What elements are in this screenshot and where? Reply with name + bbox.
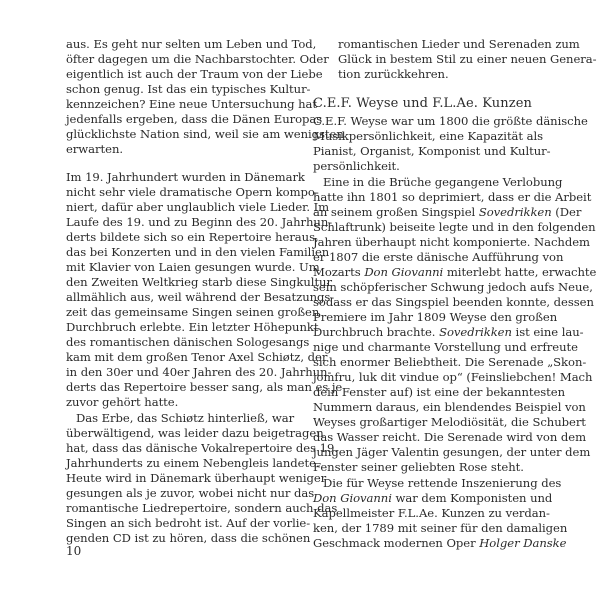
text-line: Weyses großartiger Melodiösität, die Schubert [313,415,586,429]
text-line: Die für Weyse rettende Inszenierung des [323,476,562,490]
text-line: romantischen Lieder und Serenaden zum [338,37,580,51]
text-line: derts das Repertoire besser sang, als man es je [66,380,343,394]
text-line: Fenster seiner geliebten Rose steht. [313,460,524,474]
text-line: sein schöpferischer Schwung jedoch aufs Neue, [313,280,593,294]
text-line: C.E.F. Weyse war um 1800 die größte dänische [313,114,588,128]
text-span: Durchbruch brachte. [313,325,440,339]
text-line: mit Klavier von Laien gesungen wurde. Um [66,260,320,274]
text-line: Musikpersönlichkeit, eine Kapazität als [313,129,544,143]
text-span: (Der [551,205,582,219]
text-line: Premiere im Jahr 1809 Weyse den großen [313,310,558,324]
italic-title: Holger Danske [479,536,567,550]
text-line: nige und charmante Vorstellung und erfreute [313,340,578,354]
text-line: den Zweiten Weltkrieg starb diese Singkultur [66,275,332,289]
text-line: das bei Konzerten und in den vielen Familien [66,245,330,259]
text-line: Jahren überhaupt nicht komponierte. Nachdem [313,235,590,249]
text-line: überwältigend, was leider dazu beigetragen [66,426,324,440]
text-span: an seinem großen Singspiel [313,205,479,219]
text-line: tion zurückkehren. [338,67,449,81]
text-line: des romantischen dänischen Sologesangs [66,335,310,349]
text-line [313,491,552,505]
text-line: jedenfalls ergeben, dass die Dänen Europas [66,112,323,126]
text-line: gesungen als je zuvor, wobei nicht nur das [66,486,315,500]
text-line: Nummern daraus, ein blendendes Beispiel von [313,400,586,414]
text-line: Schlaftrunk) beiseite legte und in den folgenden [313,220,596,234]
text-span: ist eine lau- [511,325,584,339]
italic-title: Sovedrikken [439,325,512,339]
text-line: niert, dafür aber unglaublich viele Lieder. Im [66,200,330,214]
text-span: Mozarts [313,265,365,279]
text-line: Glück in bestem Stil zu einer neuen Genera- [338,52,597,66]
text-line: hatte ihn 1801 so deprimiert, dass er die Arbeit [313,190,592,204]
text-line: allmählich aus, weil während der Besatzungs- [66,290,335,304]
text-line: persönlichkeit. [313,159,400,173]
text-line: jungen Jäger Valentin gesungen, der unter dem [313,445,591,459]
text-line: Singen an sich bedroht ist. Auf der vorlie- [66,516,311,530]
text-span: Geschmack modernen Oper [313,536,480,550]
text-line: in den 30er und 40er Jahren des 20. Jahrhun- [66,365,332,379]
text-line: genden CD ist zu hören, dass die schönen [66,531,311,545]
text-line: dein Fenster auf) ist eine der bekanntesten [313,385,566,399]
section-heading: C.E.F. Weyse und F.L.Ae. Kunzen [313,96,532,111]
text-line: eigentlich ist auch der Traum von der Liebe [66,67,323,81]
text-line: Eine in die Brüche gegangene Verlobung [323,175,563,189]
text-line [313,536,566,550]
text-line [313,205,581,219]
text-span: miterlebt hatte, erwachte [443,265,597,279]
text-line: erwarten. [66,142,124,156]
italic-title: Don Giovanni [313,491,392,505]
text-line: das Wasser reicht. Die Serenade wird von dem [313,430,587,444]
text-line: zuvor gehört hatte. [66,395,179,409]
text-line [313,325,584,339]
text-line: aus. Es geht nur selten um Leben und Tod, [66,37,317,51]
text-line: zeit das gemeinsame Singen seinen großen [66,305,320,319]
text-line: Durchbruch erlebte. Ein letzter Höhepunkt [66,320,319,334]
text-line: er 1807 die erste dänische Aufführung von [313,250,564,264]
text-line: romantische Liedrepertoire, sondern auch das [66,501,338,515]
text-line: nicht sehr viele dramatische Opern kompo- [66,185,319,199]
text-line: Jahrhunderts zu einem Nebengleis landete. [66,456,320,470]
text-line: öfter dagegen um die Nachbarstochter. Oder [66,52,329,66]
page-number: 10 [66,544,82,558]
text-line: Pianist, Organist, Komponist und Kultur- [313,144,551,158]
text-line: Das Erbe, das Schiøtz hinterließ, war [76,411,295,425]
text-line [313,265,596,279]
text-line: sodass er das Singspiel beenden konnte, dessen [313,295,594,309]
text-line: kennzeichen? Eine neue Untersuchung hat [66,97,318,111]
text-line: Kapellmeister F.L.Ae. Kunzen zu verdan- [313,506,550,520]
text-line: hat, dass das dänische Vokalrepertoire des 19. [66,441,338,455]
text-line: kam mit dem großen Tenor Axel Schiøtz, der [66,350,328,364]
italic-title: Sovedrikken [478,205,552,219]
italic-title: Don Giovanni [364,265,444,279]
text-line: schon genug. Ist das ein typisches Kultur- [66,82,311,96]
text-line: glücklichste Nation sind, weil sie am wenigsten [66,127,344,141]
text-line: jomfru, luk dit vindue op“ (Feinsliebchen! Mach [313,370,593,384]
text-line: sich enormer Beliebtheit. Die Serenade „Skon- [313,355,587,369]
text-line: ken, der 1789 mit seiner für den damaligen [313,521,568,535]
text-line: Heute wird in Dänemark überhaupt weniger [66,471,327,485]
text-line: Im 19. Jahrhundert wurden in Dänemark [66,170,305,184]
text-line: Laufe des 19. und zu Beginn des 20. Jahrhun- [66,215,333,229]
text-span: war dem Komponisten und [391,491,553,505]
text-line: derts bildete sich so ein Repertoire heraus, [66,230,319,244]
